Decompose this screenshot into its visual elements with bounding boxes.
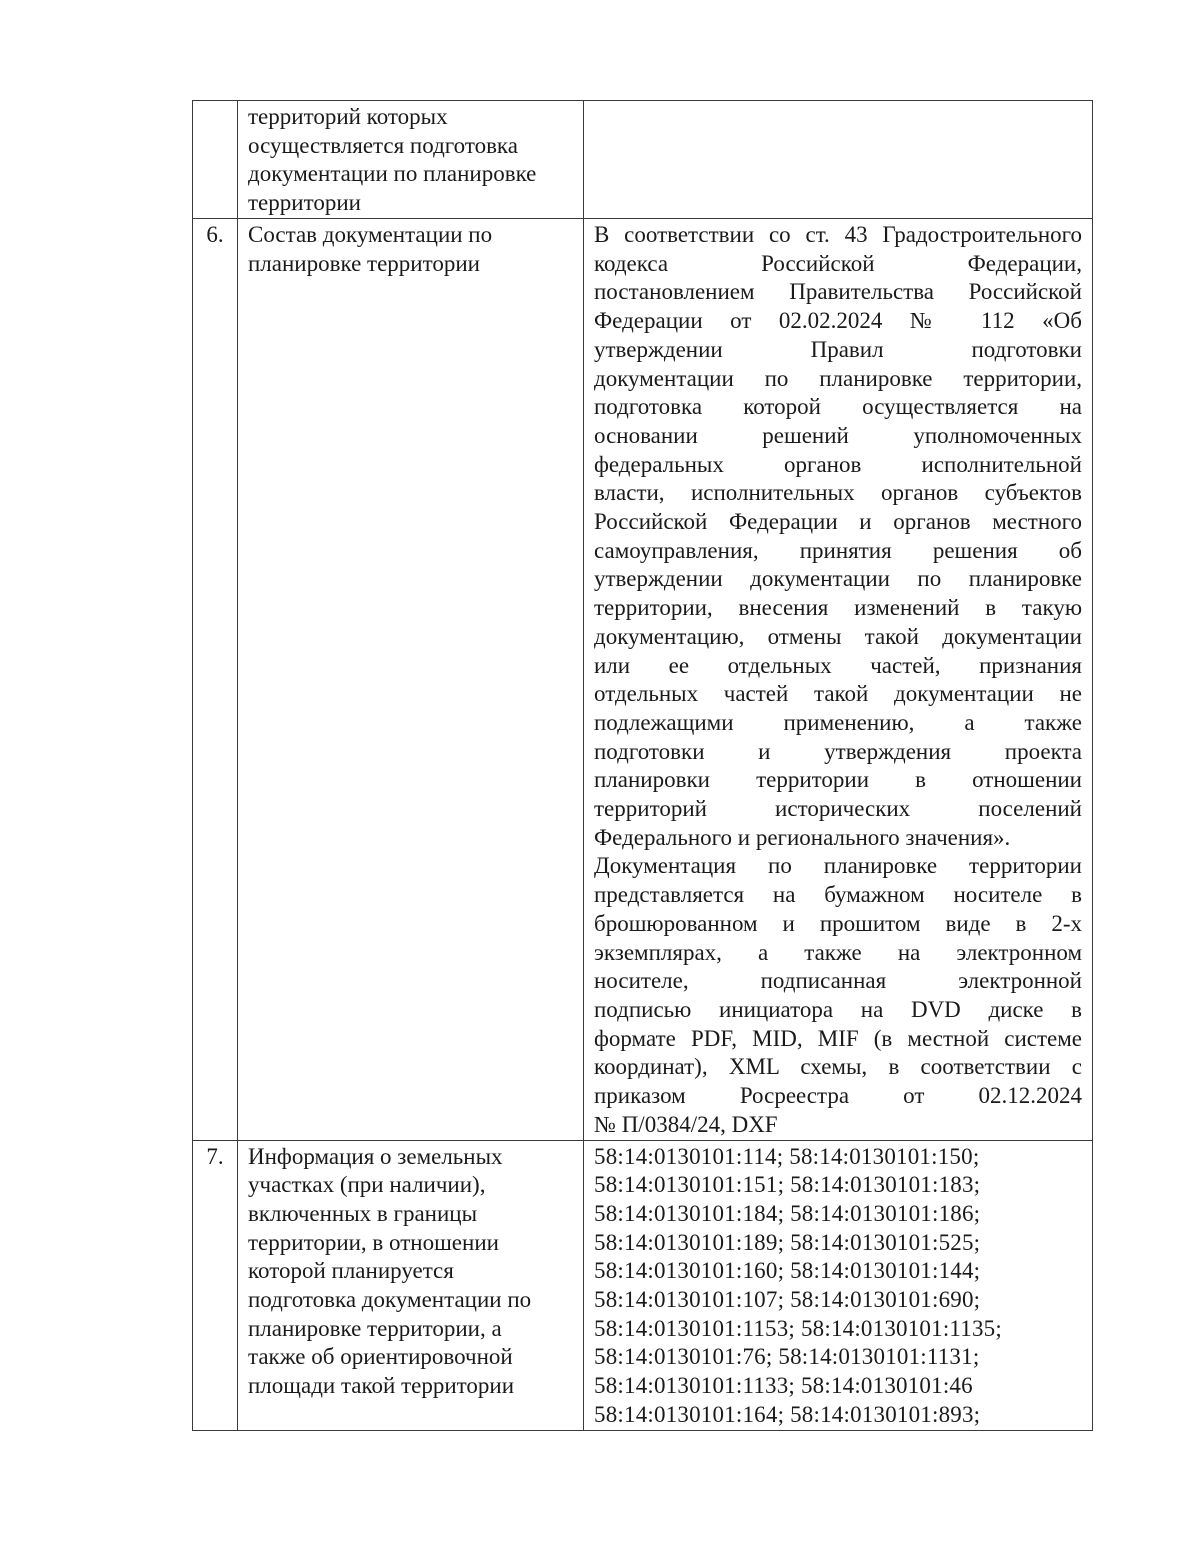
value-line: представляется на бумажном носителе в xyxy=(594,882,1082,908)
value-line: планировки территории в отношении xyxy=(594,767,1082,793)
row-value xyxy=(584,1140,1093,1430)
value-line: самоуправления, принятия решения об xyxy=(594,537,1082,563)
value-line: Федерации от 02.02.2024 № 112 «Об xyxy=(594,308,1082,334)
label-line: площади такой территории xyxy=(248,1373,515,1399)
cadastral-number-line: 58:14:0130101:184; 58:14:0130101:186; xyxy=(594,1200,981,1226)
value-line: подготовка которой осуществляется на xyxy=(594,394,1082,420)
row-value xyxy=(584,101,1093,219)
label-line: участках (при наличии), xyxy=(248,1172,486,1198)
row-number: 7. xyxy=(193,1140,238,1430)
table-row xyxy=(193,101,1093,219)
value-line: подготовки и утверждения проекта xyxy=(594,738,1082,764)
value-line: Российской Федерации и органов местного xyxy=(594,509,1082,535)
value-line: подлежащими применению, а также xyxy=(594,709,1082,735)
value-line: координат), XML схемы, в соответствии с xyxy=(594,1054,1082,1080)
value-line: основании решений уполномоченных xyxy=(594,422,1082,448)
label-line: документации по планировке xyxy=(248,161,537,187)
cadastral-number-line: 58:14:0130101:151; 58:14:0130101:183; xyxy=(594,1172,981,1198)
value-line: формате PDF, MID, MIF (в местной системе xyxy=(594,1025,1082,1051)
value-line: № П/0384/24, DXF xyxy=(594,1111,778,1137)
table-row xyxy=(193,1140,1093,1430)
value-line: брошюрованном и прошитом виде в 2-х xyxy=(594,910,1082,936)
value-line: В соответствии со ст. 43 Градостроительного xyxy=(594,222,1082,247)
row-number xyxy=(193,101,238,219)
value-line: власти, исполнительных органов субъектов xyxy=(594,480,1082,506)
value-line: Федерального и регионального значения». xyxy=(594,824,1011,850)
label-line: территории, в отношении xyxy=(248,1229,499,1255)
label-line: планировке территории xyxy=(248,250,480,276)
cadastral-number-line: 58:14:0130101:1153; 58:14:0130101:1135; xyxy=(594,1315,1002,1341)
label-line: территории xyxy=(248,190,361,216)
label-line: подготовка документации по xyxy=(248,1287,532,1313)
label-line: Состав документации по xyxy=(248,222,493,247)
value-line: утверждении документации по планировке xyxy=(594,566,1082,592)
label-line: Информация о земельных xyxy=(248,1143,503,1169)
table-row xyxy=(193,219,1093,1141)
cadastral-number-line: 58:14:0130101:1133; 58:14:0130101:46 xyxy=(594,1373,973,1399)
cadastral-number-line: 58:14:0130101:189; 58:14:0130101:525; xyxy=(594,1229,981,1255)
cadastral-number-line: 58:14:0130101:107; 58:14:0130101:690; xyxy=(594,1287,981,1313)
value-line: федеральных органов исполнительной xyxy=(594,451,1082,477)
cadastral-number-line: 58:14:0130101:114; 58:14:0130101:150; xyxy=(594,1143,980,1169)
value-line: утверждении Правил подготовки xyxy=(594,336,1082,362)
row-label xyxy=(238,101,584,219)
value-line: территории, внесения изменений в такую xyxy=(594,595,1082,621)
value-line: кодекса Российской Федерации, xyxy=(594,250,1082,276)
label-line: осуществляется подготовка xyxy=(248,132,518,158)
document-table xyxy=(192,100,1093,1431)
row-value xyxy=(584,219,1093,1141)
label-line: также об ориентировочной xyxy=(248,1344,513,1370)
value-line: экземплярах, а также на электронном xyxy=(594,939,1082,965)
label-line: включенных в границы xyxy=(248,1200,478,1226)
value-line: территорий исторических поселений xyxy=(594,796,1082,822)
value-line: отдельных частей такой документации не xyxy=(594,681,1082,707)
value-line: Документация по планировке территории xyxy=(594,853,1082,879)
value-line: приказом Росреестра от 02.12.2024 xyxy=(594,1083,1082,1109)
value-line: документацию, отмены такой документации xyxy=(594,623,1082,649)
label-line: планировке территории, а xyxy=(248,1315,502,1341)
value-line: носителе, подписанная электронной xyxy=(594,968,1082,994)
row-label xyxy=(238,219,584,1141)
value-line: документации по планировке территории, xyxy=(594,365,1082,391)
cadastral-number-line: 58:14:0130101:76; 58:14:0130101:1131; xyxy=(594,1344,980,1370)
value-line: или ее отдельных частей, признания xyxy=(594,652,1082,678)
cadastral-number-line: 58:14:0130101:164; 58:14:0130101:893; xyxy=(594,1401,981,1427)
label-line: территорий которых xyxy=(248,104,448,129)
value-line: подписью инициатора на DVD диске в xyxy=(594,996,1082,1022)
cadastral-number-line: 58:14:0130101:160; 58:14:0130101:144; xyxy=(594,1258,981,1284)
label-line: которой планируется xyxy=(248,1258,454,1284)
value-line: постановлением Правительства Российской xyxy=(594,279,1082,305)
row-label xyxy=(238,1140,584,1430)
row-number: 6. xyxy=(193,219,238,1141)
